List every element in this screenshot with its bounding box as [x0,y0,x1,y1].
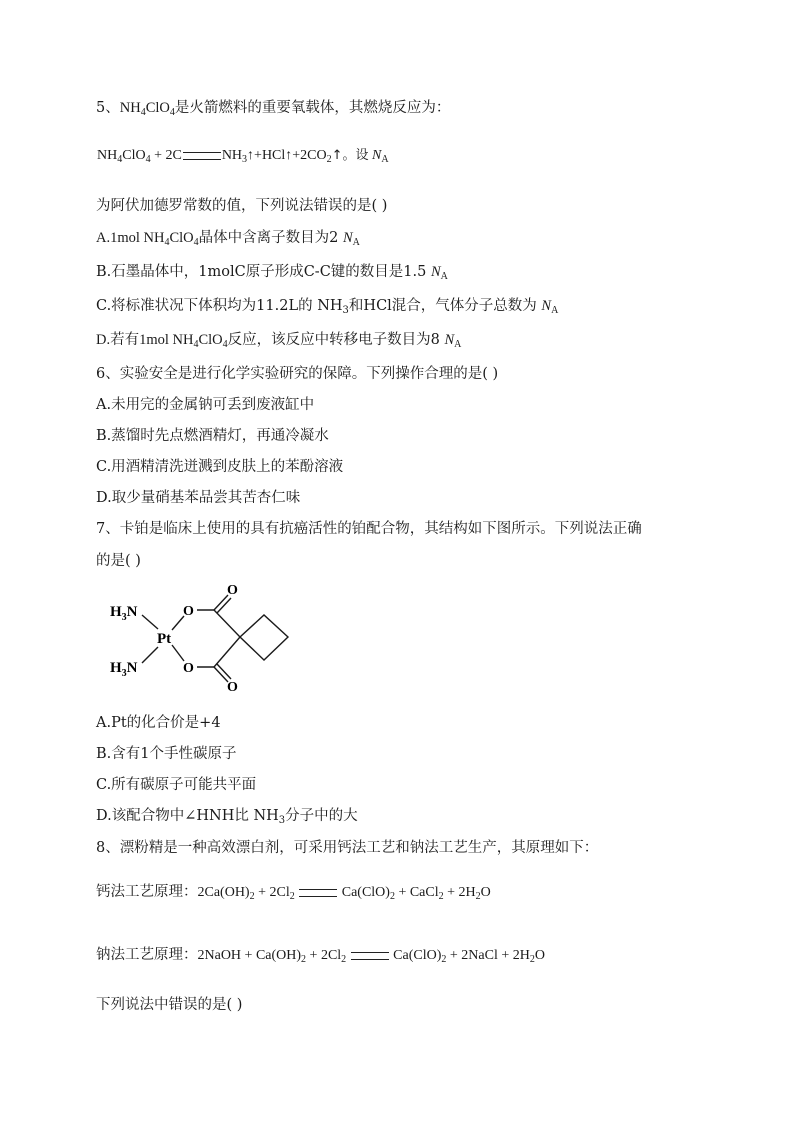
q6-option-a: A.未用完的金属钠可丢到废液缸中 [96,397,315,413]
q7-option-b: B.含有1个手性碳原子 [96,746,237,762]
q6-stem: 6、实验安全是进行化学实验研究的保障。下列操作合理的是( ) [96,366,499,382]
q5-stem [96,98,450,118]
q5-formula: $NH_4ClO_4$ [119,100,175,118]
q8-sodium-process: 钠法工艺原理：2NaOH + $Ca(OH)_2 + 2Cl_2$ $Ca(ClO)_2$ + 2NaCl + $2H_2O$ [96,947,545,965]
q5-option-c: C.将标准状况下体积均为11.2L的 $NH_3$和HCl混合，气体分子总数为 $N_A$ [96,298,559,316]
carboplatin-structure [100,575,320,700]
q5-equation: $NH_4ClO_4 + 2C$ $NH_3↑+HCl↑+2CO_2↑$。设 $N_A$ [97,148,389,165]
carbonyl-o-bottom: O [227,680,238,695]
q7-stem-line2: 的是( ) [96,553,141,569]
h3n-label-top: $H_3N$ [110,604,138,623]
q5-question: 为阿伏加德罗常数的值，下列说法错误的是( ) [96,198,388,214]
q5-option-a: A.1mol $NH_4ClO_4$晶体中含离子数目为2 $N_A$ [96,230,360,248]
q7-option-a: A.Pt的化合价是+4 [96,715,221,731]
equals-double-line [299,889,337,897]
q6-option-c: C.用酒精清洗迸溅到皮肤上的苯酚溶液 [96,459,344,475]
equals-double-line [351,952,389,960]
q8-question: 下列说法中错误的是( ) [96,997,243,1013]
q8-calcium-process: 钙法工艺原理：$2Ca(OH)_2 + 2Cl_2$ $Ca(ClO)_2$ + CaCl$_2$ + $2H_2O$ [96,884,491,902]
pt-label: Pt [157,631,172,647]
q7-option-d: D.该配合物中∠HNH比 $NH_3$分子中的大 [96,808,358,826]
q6-option-d: D.取少量硝基苯品尝其苦杏仁味 [96,490,301,506]
q5-option-b: B.石墨晶体中，1molC原子形成C-C键的数目是1.5 $N_A$ [96,264,448,282]
na-symbol: $N_A$ [372,148,389,165]
equals-double-line [183,152,221,160]
q5-option-d: D.若有1mol $NH_4ClO_4$反应，该反应中转移电子数目为8 $N_A$ [96,332,462,350]
q5-stem-text: 是火箭燃料的重要氧载体，其燃烧反应为： [174,100,451,116]
q5-number: 5、 [96,100,120,116]
q8-stem: 8、漂粉精是一种高效漂白剂，可采用钙法工艺和钠法工艺生产，其原理如下： [96,840,599,856]
carbonyl-o-top: O [227,583,238,598]
o-label-bottom: O [183,661,194,676]
q7-stem-line1: 7、卡铂是临床上使用的具有抗癌活性的铂配合物，其结构如下图所示。下列说法正确 [96,521,642,537]
o-label-top: O [183,604,194,619]
q7-option-c: C.所有碳原子可能共平面 [96,777,257,793]
h3n-label-bottom: $H_3N$ [110,660,138,679]
q6-option-b: B.蒸馏时先点燃酒精灯，再通冷凝水 [96,428,329,444]
